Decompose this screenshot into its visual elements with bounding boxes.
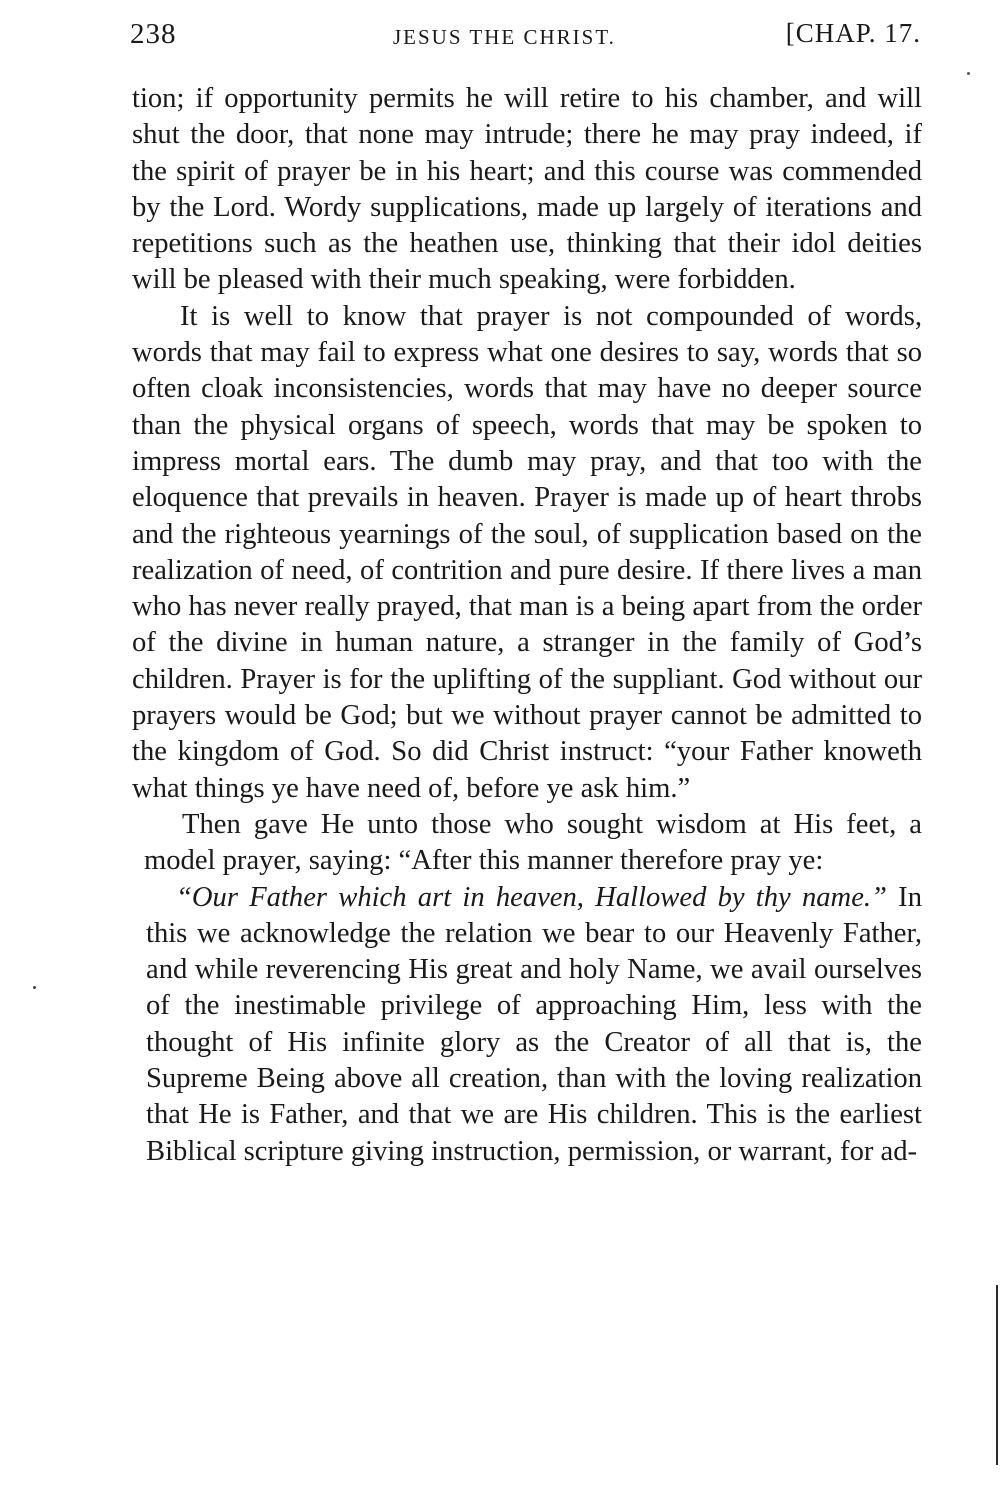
paragraph-prayer-words: It is well to know that prayer is not compounded of words, words that may fail to express what one desires to say, words that so often cloak inconsistencies, words that may have no deeper source than the physical organs of speech, words that may be spoken to impress mortal ears. The dumb may pray, and that too with the eloquence that prevails in heaven. Prayer is made up of heart throbs and the righteous yearnings of the soul, of supplication based on the realization of need, of contrition and pure desire. If there lives a man who has never really prayed, that man is a being apart from the order of the divine in human nature, a stranger in the family of God’s children. Prayer is for the uplifting of the suppliant. God without our prayers would be God; but we without prayer cannot be admitted to the kingdom of God. So did Christ instruct: “your Father knoweth what things ye have need of, before ye ask him.”: [132, 300, 922, 804]
page-edge-rule: [996, 1285, 998, 1465]
paragraph-our-father: [146, 880, 922, 1170]
prayer-commentary: In this we acknowledge the relation we bear to our Heavenly Father, and while reverencing His great and holy Name, we avail ourselves of the inestimable privilege of approaching Him, less with the thought of His infinite glory as the Creator of all that is, the Supreme Being above all creation, than with the loving realization that He is Father, and that we are His children. This is the earliest Biblical scripture giving instruction, permission, or warrant, for ad-: [146, 881, 922, 1167]
page-header: [130, 18, 925, 58]
page-body: [132, 81, 922, 1170]
page-number: 238: [130, 18, 177, 50]
running-head: JESUS THE CHRIST.: [393, 25, 616, 49]
chapter-reference: [CHAP. 17.: [785, 18, 921, 48]
prayer-quote-italic: “Our Father which art in heaven, Hallowed by thy name.”: [176, 881, 887, 913]
margin-dot-mark: [33, 986, 36, 989]
paragraph-continuation: tion; if opportunity permits he will retire to his chamber, and will shut the door, that none may intrude; there he may pray indeed, if the spirit of prayer be in his heart; and this course was commended by the Lord. Wordy supplications, made up largely of iterations and repetitions such as the heathen use, thinking that their idol deities will be pleased with their much speaking, were forbidden.: [132, 83, 922, 296]
paragraph-model-prayer-intro: Then gave He unto those who sought wisdom at His feet, a model prayer, saying: “After this manner therefore pray ye:: [144, 808, 922, 877]
corner-dot-mark: [967, 72, 970, 75]
